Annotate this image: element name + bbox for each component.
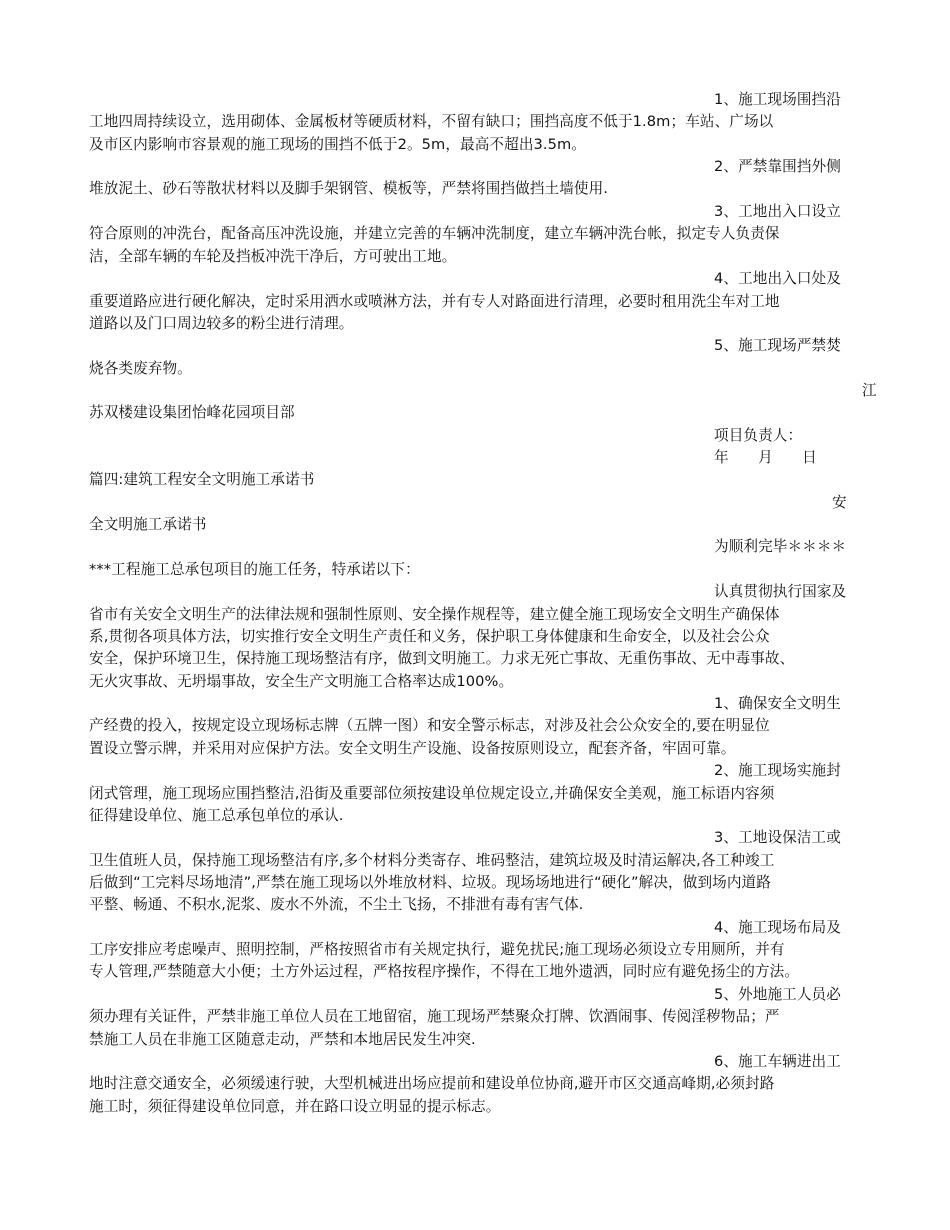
text-line: 及市区内影响市容景观的施工现场的围挡不低于2。5m，最高不超出3.5m。 [89, 136, 587, 153]
text-line: 工序安排应考虑噪声、照明控制，严格按照省市有关规定执行，避免扰民;施工现场必须设立专用厕所，并有 [89, 941, 785, 958]
section-heading: 篇四:建筑工程安全文明施工承诺书 [89, 471, 315, 488]
text-line: 省市有关安全文明生产的法律法规和强制性原则、安全操作规程等，建立健全施工现场安全文明生产确保体 [89, 606, 780, 623]
text-line: 须办理有关证件，严禁非施工单位人员在工地留宿，施工现场严禁聚众打牌、饮酒闹事、传阅淫秽物品；严 [89, 1008, 780, 1025]
text-line: 闭式管理，施工现场应围挡整洁,沿街及重要部位须按建设单位规定设立,并确保安全美观，施工标语内容须 [89, 785, 775, 802]
text-line: 施工时，须征得建设单位同意，并在路口设立明显的提示标志。 [89, 1098, 501, 1115]
text-line: 洁，全部车辆的车轮及挡板冲洗干净后，方可驶出工地。 [89, 248, 457, 265]
text-line: 道路以及门口周边较多的粉尘进行清理。 [89, 315, 354, 332]
text-line: 工地四周持续设立，选用砌体、金属板材等硬质材料，不留有缺口；围挡高度不低于1.8m；车站、广场以 [89, 113, 774, 130]
text-line: 征得建设单位、施工总承包单位的承认. [89, 807, 344, 824]
text-line: 重要道路应进行硬化解决，定时采用洒水或喷淋方法，并有专人对路面进行清理，必要时租用洗尘车对工地 [89, 293, 780, 310]
text-line: 系,贯彻各项具体方法，切实推行安全文明生产责任和义务，保护职工身体健康和生命安全，以及社会公众 [89, 628, 770, 645]
text-line: 安全，保护环境卫生，保持施工现场整洁有序，做到文明施工。力求无死亡事故、无重伤事故、无中毒事故、 [89, 650, 795, 667]
text-line: 符合原则的冲洗台，配备高压冲洗设施，并建立完善的车辆冲洗制度，建立车辆冲洗台帐，拟定专人负责保 [89, 225, 780, 242]
text-line: 4、施工现场布局及 [714, 919, 841, 936]
text-line: 3、工地出入口设立 [714, 203, 841, 220]
text-line: 专人管理,严禁随意大小便；土方外运过程，严格按程序操作，不得在工地外遗洒，同时应有避免扬尘的方法。 [89, 963, 800, 980]
document-title: 全文明施工承诺书 [89, 516, 207, 533]
text-line: 安 [832, 494, 847, 511]
text-line: 产经费的投入，按规定设立现场标志牌（五牌一图）和安全警示标志，对涉及社会公众安全的,要在明显位 [89, 717, 770, 734]
text-line: 江 [862, 382, 877, 399]
text-line: 禁施工人员在非施工区随意走动，严禁和本地居民发生冲突. [89, 1031, 476, 1048]
text-line: 平整、畅通、不积水,泥浆、废水不外流，不尘土飞扬，不排泄有毒有害气体. [89, 896, 584, 913]
text-line: 置设立警示牌，并采用对应保护方法。安全文明生产设施、设备按原则设立，配套齐备，牢固可靠。 [89, 740, 736, 757]
text-line: 烧各类废弃物。 [89, 360, 192, 377]
text-line: 无火灾事故、无坍塌事故，安全生产文明施工合格率达成100%。 [89, 673, 514, 690]
text-line: 卫生值班人员，保持施工现场整洁有序,多个材料分类寄存、堆码整洁，建筑垃圾及时清运解决,各工种竣工 [89, 852, 775, 869]
signature-person: 项目负责人： [714, 427, 803, 444]
text-line: 5、施工现场严禁焚 [714, 337, 841, 354]
text-line: 2、严禁靠围挡外侧 [714, 158, 841, 175]
text-line: 3、工地设保洁工或 [714, 829, 841, 846]
text-line: ***工程施工总承包项目的施工任务，特承诺以下： [89, 561, 420, 578]
text-line: 地时注意交通安全，必须缓速行驶，大型机械进出场应提前和建设单位协商,避开市区交通高峰期,必须封路 [89, 1075, 775, 1092]
text-line: 为顺利完毕＊＊＊＊ [714, 538, 847, 555]
text-line: 6、施工车辆进出工 [714, 1053, 841, 1070]
text-line: 1、确保安全文明生 [714, 695, 841, 712]
text-line: 2、施工现场实施封 [714, 762, 841, 779]
text-line: 4、工地出入口处及 [714, 270, 841, 287]
text-line: 5、外地施工人员必 [714, 986, 841, 1003]
text-line: 认真贯彻执行国家及 [714, 583, 847, 600]
signature-date: 年 月 日 [714, 449, 817, 466]
text-line: 1、施工现场围挡沿 [714, 91, 841, 108]
text-line: 后做到“工完料尽场地清”,严禁在施工现场以外堆放材料、垃圾。现场场地进行“硬化”解决，做到场内道路 [89, 874, 771, 891]
text-line: 堆放泥土、砂石等散状材料以及脚手架钢管、模板等，严禁将围挡做挡土墙使用. [89, 180, 609, 197]
signature-org: 苏双楼建设集团怡峰花园项目部 [89, 404, 295, 421]
